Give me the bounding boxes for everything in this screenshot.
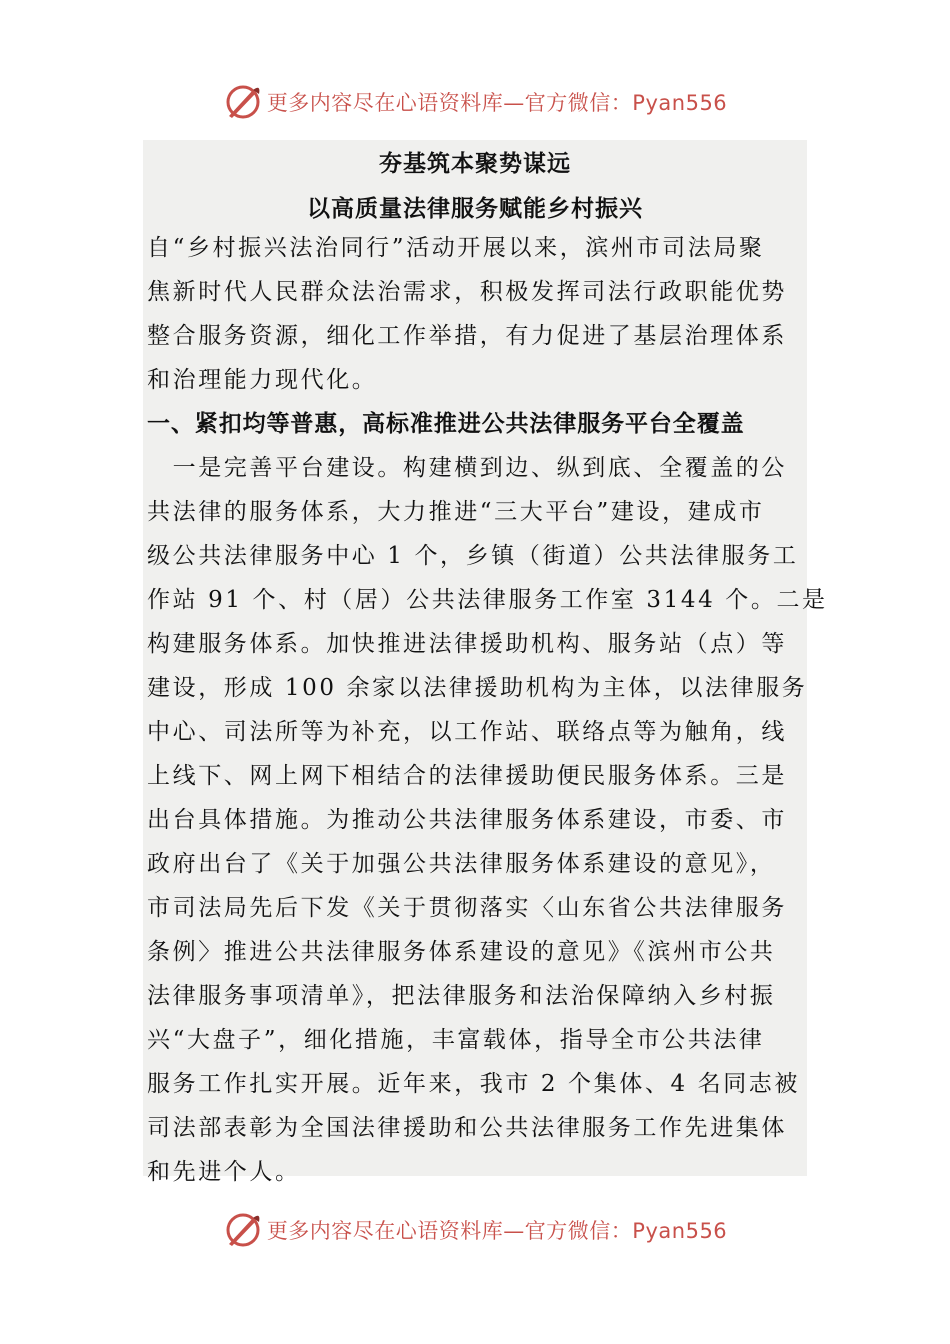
text-line: 和先进个人。 [147,1159,301,1185]
section-heading: 一、紧扣均等普惠，高标准推进公共法律服务平台全覆盖 [147,410,745,437]
banner-text: 更多内容尽在心语资料库—官方微信：Pyan556 [266,1219,728,1243]
text-line: 自“乡村振兴法治同行”活动开展以来，滨州市司法局聚 [147,235,765,261]
text-line: 服务工作扎实开展。近年来，我市 2 个集体、4 名同志被 [147,1071,800,1097]
section-paragraph [147,446,828,1194]
text-line: 法律服务事项清单》，把法律服务和法治保障纳入乡村振 [147,983,776,1009]
intro-paragraph [147,226,807,402]
quill-pen-logo-icon [223,1210,263,1250]
bottom-banner [0,1210,950,1250]
document-subtitle: 以高质量法律服务赋能乡村振兴 [307,195,643,222]
text-line: 一是完善平台建设。构建横到边、纵到底、全覆盖的公 [147,455,787,481]
text-line: 建设，形成 100 余家以法律援助机构为主体，以法律服务 [147,675,808,701]
text-line: 市司法局先后下发《关于贯彻落实〈山东省公共法律服务 [147,895,787,921]
text-line: 共法律的服务体系，大力推进“三大平台”建设，建成市 [147,499,765,525]
text-line: 出台具体措施。为推动公共法律服务体系建设，市委、市 [147,807,787,833]
text-line: 上线下、网上网下相结合的法律援助便民服务体系。三是 [147,763,787,789]
document-title: 夯基筑本聚势谋远 [379,150,571,177]
text-line: 级公共法律服务中心 1 个，乡镇（街道）公共法律服务工 [147,543,799,569]
quill-pen-logo-icon [223,82,263,122]
text-line: 兴“大盘子”，细化措施，丰富载体，指导全市公共法律 [147,1027,765,1053]
text-line: 条例〉推进公共法律服务体系建设的意见》《滨州市公共 [147,939,776,965]
text-line: 焦新时代人民群众法治需求，积极发挥司法行政职能优势 [147,279,787,305]
text-line: 整合服务资源，细化工作举措，有力促进了基层治理体系 [147,323,787,349]
text-line: 政府出台了《关于加强公共法律服务体系建设的意见》， [147,851,776,877]
text-line: 中心、司法所等为补充，以工作站、联络点等为触角，线 [147,719,787,745]
banner-text: 更多内容尽在心语资料库—官方微信：Pyan556 [266,91,728,115]
text-line: 和治理能力现代化。 [147,367,378,393]
top-banner [0,82,950,122]
text-line: 构建服务体系。加快推进法律援助机构、服务站（点）等 [147,631,787,657]
text-line: 司法部表彰为全国法律援助和公共法律服务工作先进集体 [147,1115,787,1141]
text-line: 作站 91 个、村（居）公共法律服务工作室 3144 个。二是 [147,587,828,613]
